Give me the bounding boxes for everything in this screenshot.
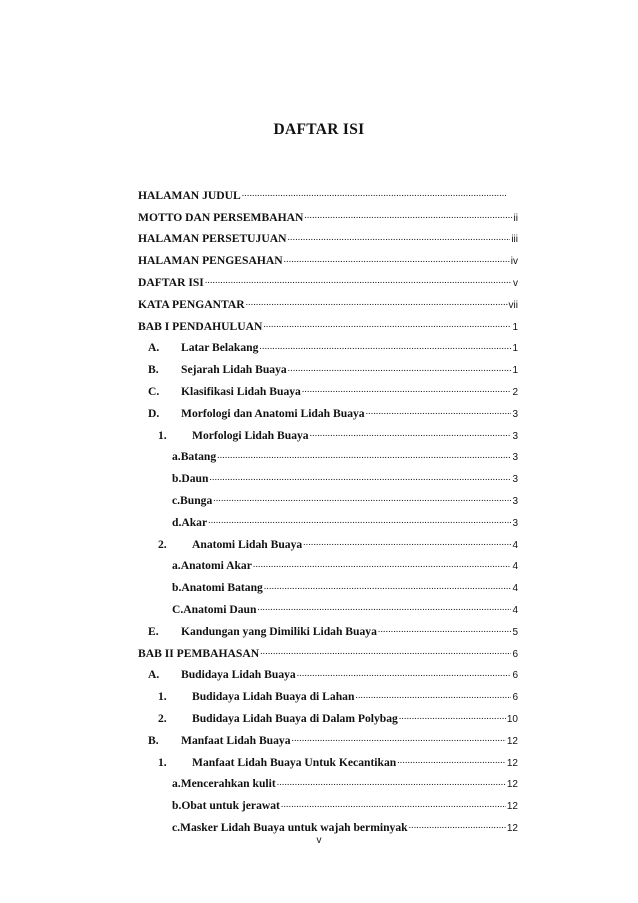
toc-entry-label: [158, 538, 302, 551]
dot-leader: [246, 299, 508, 311]
toc-entry-marker: E.: [148, 624, 159, 638]
toc-entry: [138, 354, 518, 376]
dot-leader: [378, 626, 512, 638]
toc-entry-page: 6: [512, 670, 518, 682]
dot-leader: [277, 779, 506, 791]
toc-entry-page: 12: [506, 801, 518, 813]
toc-entry-marker: 1.: [158, 428, 167, 442]
toc-entry: [138, 420, 518, 442]
toc-entry-text: Morfologi Lidah Buaya: [192, 428, 309, 442]
dot-leader: [253, 561, 512, 573]
toc-entry-page: ii: [513, 212, 518, 224]
toc-entry-marker: D.: [148, 406, 160, 420]
dot-leader: [259, 343, 511, 355]
dot-leader: [281, 801, 506, 813]
toc-entry-page: 5: [512, 626, 518, 638]
dot-leader: [264, 583, 512, 595]
toc-entry-page: 3: [512, 474, 518, 486]
toc-entry-label: [172, 799, 280, 812]
toc-entry-page: vii: [508, 299, 518, 311]
toc-entry-page: 12: [506, 757, 518, 769]
toc-entry: [138, 638, 518, 660]
toc-entry-marker: 1.: [158, 755, 167, 769]
toc-entry-text: Manfaat Lidah Buaya: [181, 733, 291, 747]
toc-entry-marker: A.: [148, 668, 160, 682]
dot-leader: [217, 452, 511, 464]
dot-leader: [310, 430, 512, 442]
toc-entry-page: 6: [512, 648, 518, 660]
dot-leader: [355, 692, 511, 704]
toc-entry-label: [158, 756, 396, 769]
toc-entry-page: 3: [512, 430, 518, 442]
toc-entry: [138, 769, 518, 791]
dot-leader: [366, 408, 512, 420]
toc-entry-text: c.Masker Lidah Buaya untuk wajah berminyak: [172, 820, 408, 834]
dot-leader: [260, 648, 511, 660]
toc-entry: [138, 616, 518, 638]
toc-entry-label: [138, 189, 241, 202]
toc-entry-label: [148, 385, 301, 398]
dot-leader: [209, 474, 511, 486]
toc-entry: [138, 376, 518, 398]
toc-entry: [138, 202, 518, 224]
toc-entry-text: Morfologi dan Anatomi Lidah Buaya: [181, 406, 365, 420]
toc-entry-label: [172, 821, 408, 834]
dot-leader: [287, 234, 510, 246]
dot-leader: [205, 277, 512, 289]
toc-entry-label: [172, 494, 212, 507]
toc-entry-text: Budidaya Lidah Buaya: [181, 668, 296, 682]
toc-entry: [138, 529, 518, 551]
toc-entry-text: Sejarah Lidah Buaya: [181, 363, 287, 377]
toc-entry-page: 3: [512, 452, 518, 464]
toc-entry-text: KATA PENGANTAR: [138, 297, 245, 311]
toc-entry-text: d.Akar: [172, 515, 208, 529]
toc-entry-text: Manfaat Lidah Buaya Untuk Kecantikan: [192, 755, 397, 769]
toc-entry-text: b.Daun: [172, 472, 209, 486]
toc-entry-marker: 1.: [158, 690, 167, 704]
toc-entry-page: v: [513, 277, 518, 289]
toc-entry-marker: A.: [148, 341, 160, 355]
toc-entry-text: BAB II PEMBAHASAN: [138, 646, 260, 660]
toc-entry-text: b.Anatomi Batang: [172, 581, 263, 595]
toc-entry-text: HALAMAN JUDUL: [138, 188, 241, 202]
toc-entry-page: 1: [512, 365, 518, 377]
toc-entry: [138, 267, 518, 289]
dot-leader: [292, 735, 506, 747]
toc-entry: [138, 289, 518, 311]
toc-entry: [138, 551, 518, 573]
toc-entry-text: C.Anatomi Daun: [172, 602, 257, 616]
toc-entry: [138, 224, 518, 246]
toc-entry-text: Anatomi Lidah Buaya: [192, 537, 303, 551]
toc-entry-marker: B.: [148, 733, 159, 747]
page-title: DAFTAR ISI: [273, 121, 365, 138]
toc-entry-label: [148, 407, 365, 420]
toc-entry: [138, 507, 518, 529]
dot-leader: [288, 365, 512, 377]
toc-entry-page: 4: [512, 583, 518, 595]
toc-entry: [138, 572, 518, 594]
toc-entry: [138, 311, 518, 333]
toc-entry-page: 4: [512, 561, 518, 573]
toc-entry-marker: B.: [148, 363, 159, 377]
toc-entry-page: 12: [506, 779, 518, 791]
toc-entry-page: 3: [512, 408, 518, 420]
toc-entry-page: 1: [512, 321, 518, 333]
toc-entry-label: [138, 232, 286, 245]
toc-entry-marker: 2.: [158, 537, 167, 551]
toc-entry-text: HALAMAN PERSETUJUAN: [138, 232, 287, 246]
toc-entry-label: [172, 516, 207, 529]
toc-entry-text: c.Bunga: [172, 493, 213, 507]
dot-leader: [257, 604, 511, 616]
toc-entry-label: [138, 298, 245, 311]
toc-entry-label: [138, 320, 262, 333]
toc-entry: [138, 703, 518, 725]
toc-entry-label: [172, 581, 263, 594]
toc-entry-text: a.Mencerahkan kulit: [172, 777, 276, 791]
toc-entry-marker: C.: [148, 384, 160, 398]
toc-entry: [138, 398, 518, 420]
dot-leader: [303, 539, 511, 551]
toc-entry-page: 3: [512, 517, 518, 529]
toc-entry: [138, 681, 518, 703]
toc-entry: [138, 747, 518, 769]
table-of-contents: [138, 180, 518, 834]
toc-entry: [138, 594, 518, 616]
dot-leader: [208, 517, 511, 529]
toc-entry-label: [138, 647, 259, 660]
toc-entry-text: Latar Belakang: [181, 341, 259, 355]
toc-entry-text: Kandungan yang Dimiliki Lidah Buaya: [181, 624, 377, 638]
toc-entry-label: [148, 734, 291, 747]
dot-leader: [284, 256, 510, 268]
toc-entry-page: 4: [512, 604, 518, 616]
toc-entry-label: [158, 690, 354, 703]
toc-entry-label: [172, 559, 252, 572]
toc-entry-label: [172, 450, 216, 463]
toc-entry: [138, 485, 518, 507]
toc-entry-label: [158, 712, 398, 725]
toc-entry-page: iv: [510, 256, 518, 268]
toc-entry-text: HALAMAN PENGESAHAN: [138, 254, 283, 268]
toc-entry-label: [148, 341, 258, 354]
toc-entry-page: 2: [512, 386, 518, 398]
dot-leader: [297, 670, 512, 682]
toc-entry: [138, 245, 518, 267]
toc-entry-label: [148, 668, 296, 681]
toc-entry-text: BAB I PENDAHULUAN: [138, 319, 263, 333]
dot-leader: [409, 822, 506, 834]
toc-entry-text: DAFTAR ISI: [138, 275, 204, 289]
toc-entry: [138, 180, 508, 202]
toc-entry-label: [172, 472, 208, 485]
dot-leader: [399, 713, 506, 725]
toc-entry-text: Budidaya Lidah Buaya di Dalam Polybag: [192, 711, 398, 725]
toc-entry-text: MOTTO DAN PERSEMBAHAN: [138, 210, 304, 224]
dot-leader: [304, 212, 512, 224]
toc-entry-text: Klasifikasi Lidah Buaya: [181, 384, 301, 398]
toc-entry-label: [148, 363, 287, 376]
toc-entry-text: b.Obat untuk jerawat: [172, 799, 280, 813]
toc-entry: [138, 333, 518, 355]
toc-entry-label: [138, 254, 283, 267]
toc-entry-marker: 2.: [158, 711, 167, 725]
toc-entry-text: a.Batang: [172, 450, 217, 464]
toc-entry-label: [138, 276, 204, 289]
toc-entry: [138, 812, 518, 834]
toc-entry-label: [148, 625, 377, 638]
toc-entry: [138, 442, 518, 464]
toc-entry-text: a.Anatomi Akar: [172, 559, 252, 573]
toc-entry-page: 12: [506, 735, 518, 747]
toc-entry-page: 4: [512, 539, 518, 551]
toc-entry-label: [172, 603, 256, 616]
toc-entry-label: [138, 211, 303, 224]
dot-leader: [397, 757, 506, 769]
toc-entry-page: iii: [511, 234, 518, 246]
dot-leader: [302, 386, 512, 398]
toc-entry-page: 1: [512, 343, 518, 355]
toc-entry: [138, 790, 518, 812]
toc-entry-page: 6: [512, 692, 518, 704]
toc-entry-text: Budidaya Lidah Buaya di Lahan: [192, 690, 355, 704]
toc-entry: [138, 463, 518, 485]
toc-entry-label: [158, 429, 309, 442]
dot-leader: [213, 495, 511, 507]
page-number: v: [316, 835, 322, 846]
toc-entry-page: 10: [506, 713, 518, 725]
toc-entry: [138, 725, 518, 747]
toc-entry-page: 3: [512, 495, 518, 507]
dot-leader: [242, 190, 507, 202]
dot-leader: [263, 321, 511, 333]
toc-entry-label: [172, 777, 276, 790]
toc-entry: [138, 660, 518, 682]
toc-entry-page: 12: [506, 822, 518, 834]
